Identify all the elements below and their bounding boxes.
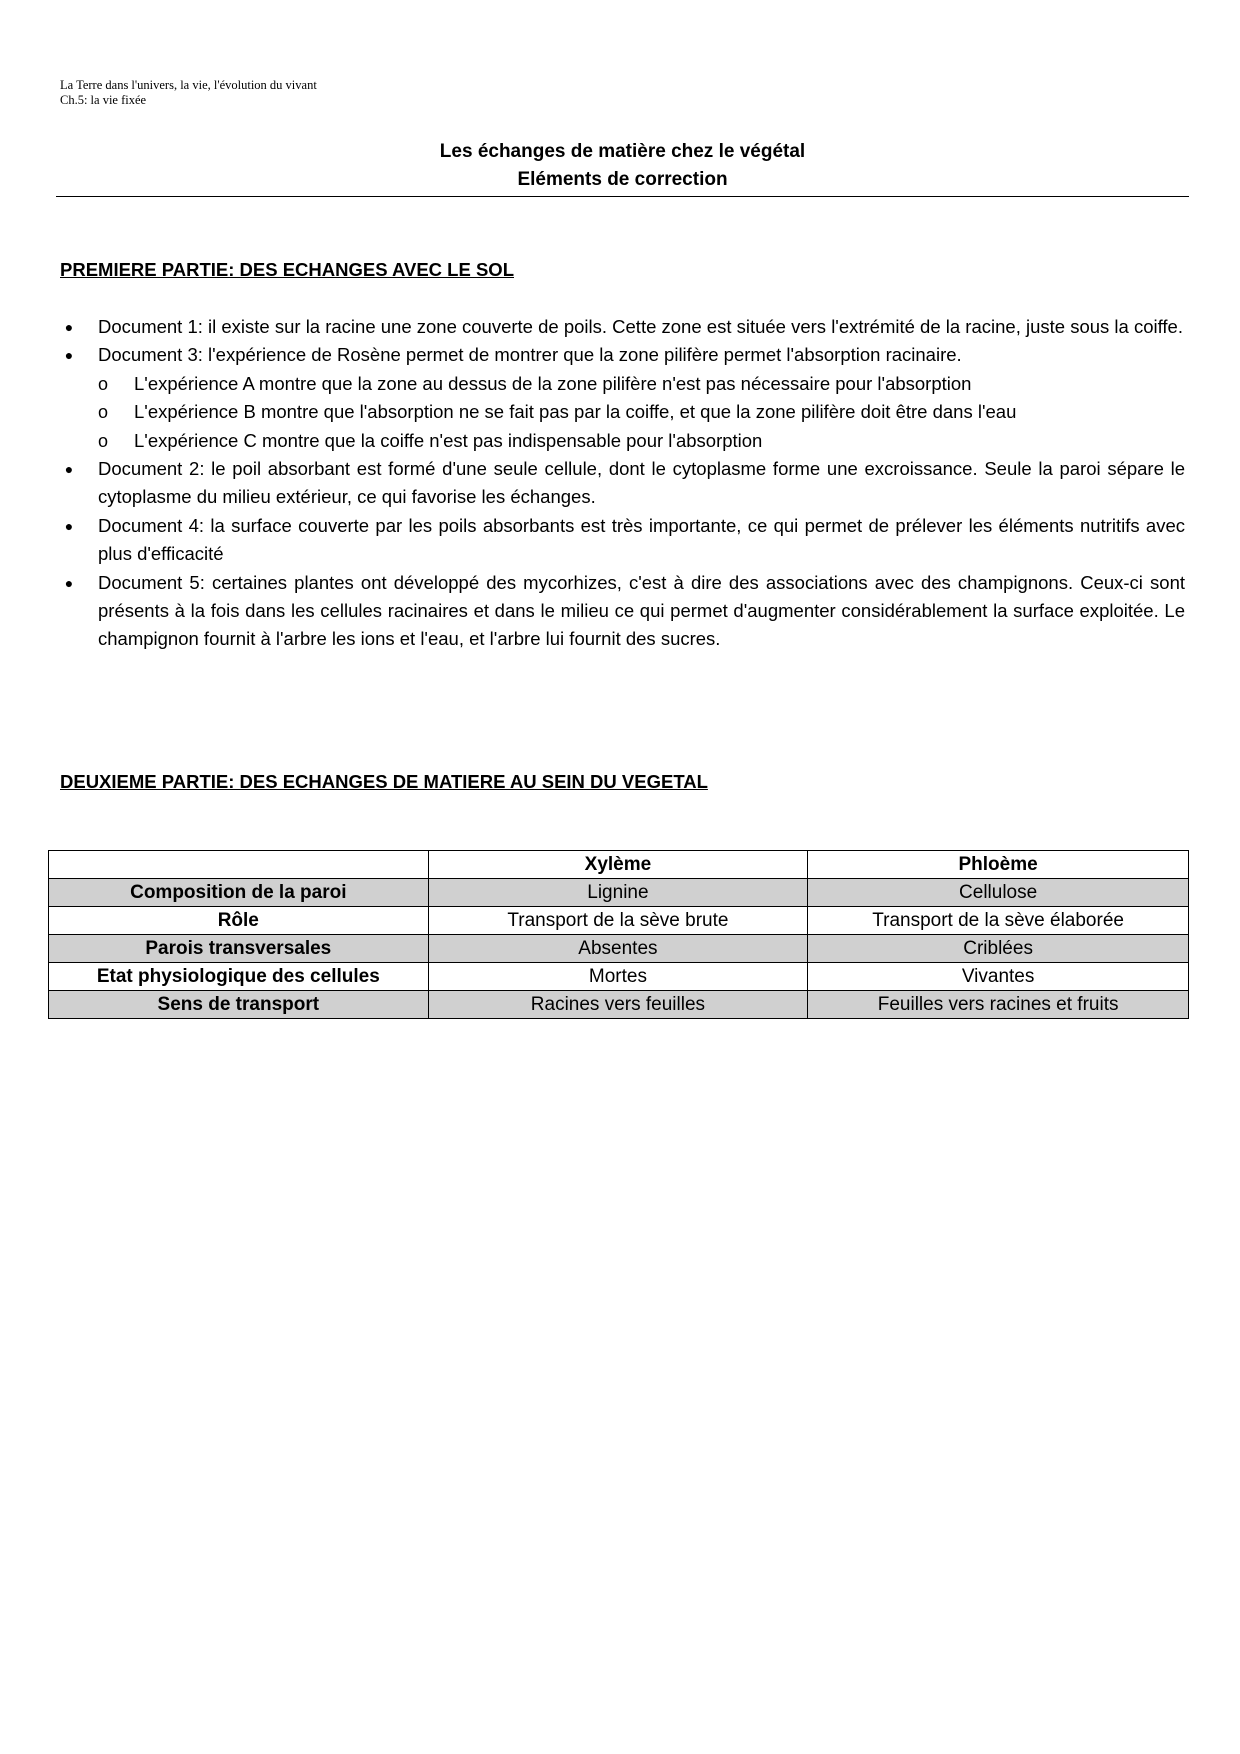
table-corner-cell <box>49 851 429 879</box>
table-cell: Transport de la sève élaborée <box>808 907 1189 935</box>
row-header: Sens de transport <box>49 991 429 1019</box>
bullet-icon: ● <box>64 461 74 478</box>
table-row <box>49 935 1189 963</box>
sub-list-item <box>60 398 1185 426</box>
sub-list-item <box>60 427 1185 455</box>
document-header <box>60 78 317 108</box>
table-cell: Cellulose <box>808 879 1189 907</box>
list-item <box>60 569 1185 654</box>
page-title <box>56 138 1189 194</box>
table-row <box>49 879 1189 907</box>
row-header: Parois transversales <box>49 935 429 963</box>
table-cell: Absentes <box>428 935 808 963</box>
list-item-text: Document 2: le poil absorbant est formé d'une seule cellule, dont le cytoplasme forme une excroissance. Seule la paroi sépare le cytoplasme du milieu extérieur, ce qui favorise les échanges. <box>98 458 1185 508</box>
table-cell: Criblées <box>808 935 1189 963</box>
header-course-line: La Terre dans l'univers, la vie, l'évolution du vivant <box>60 78 317 92</box>
list-item-text: Document 4: la surface couverte par les poils absorbants est très importante, ce qui permet de prélever les éléments nutritifs avec plus d'efficacité <box>98 514 1185 565</box>
row-header: Rôle <box>49 907 429 935</box>
list-item <box>60 341 1185 369</box>
table-row <box>49 991 1189 1019</box>
header-chapter-line: Ch.5: la vie fixée <box>60 93 147 107</box>
bullet-icon: ● <box>64 347 74 364</box>
column-header-phloem: Phloème <box>808 851 1189 879</box>
hollow-bullet-icon: o <box>98 373 109 394</box>
sub-list-item-text: L'expérience B montre que l'absorption ne se fait pas par la coiffe, et que la zone pilifère doit être dans l'eau <box>134 401 1017 423</box>
table-cell: Feuilles vers racines et fruits <box>808 991 1189 1019</box>
table-cell: Transport de la sève brute <box>428 907 808 935</box>
row-header: Etat physiologique des cellules <box>49 963 429 991</box>
title-divider <box>56 196 1189 197</box>
xylem-phloem-table <box>48 850 1189 1019</box>
list-item-text: Document 5: certaines plantes ont développé des mycorhizes, c'est à dire des associations avec des champignons. Ceux-ci sont présents à la fois dans les cellules racinaires et dans le milieu ce qui permet d'augmenter considérablement la surface exploitée. Le champignon fournit à l'arbre les ions et l'eau, et l'arbre lui fournit des sucres. <box>98 571 1185 650</box>
part1-bullet-list <box>60 313 1185 654</box>
table-cell: Vivantes <box>808 963 1189 991</box>
table-header-row <box>49 851 1189 879</box>
sub-list-item <box>60 370 1185 398</box>
title-main: Les échanges de matière chez le végétal <box>439 141 806 162</box>
table-cell: Racines vers feuilles <box>428 991 808 1019</box>
sub-list-item-text: L'expérience A montre que la zone au dessus de la zone pilifère n'est pas nécessaire pour l'absorption <box>134 372 972 394</box>
list-item <box>60 313 1185 341</box>
list-item <box>60 512 1185 569</box>
sub-list-item-text: L'expérience C montre que la coiffe n'est pas indispensable pour l'absorption <box>134 429 763 451</box>
row-header: Composition de la paroi <box>49 879 429 907</box>
part2-heading: DEUXIEME PARTIE: DES ECHANGES DE MATIERE AU SEIN DU VEGETAL <box>60 771 708 792</box>
list-item <box>60 455 1185 512</box>
table-cell: Mortes <box>428 963 808 991</box>
list-item-text: Document 3: l'expérience de Rosène permet de montrer que la zone pilifère permet l'absorption racinaire. <box>98 344 962 366</box>
part1-heading: PREMIERE PARTIE: DES ECHANGES AVEC LE SOL <box>60 259 514 280</box>
hollow-bullet-icon: o <box>98 430 109 451</box>
column-header-xylem: Xylème <box>428 851 808 879</box>
table-cell: Lignine <box>428 879 808 907</box>
table-row <box>49 907 1189 935</box>
hollow-bullet-icon: o <box>98 402 109 423</box>
bullet-icon: ● <box>64 319 74 335</box>
title-sub: Eléments de correction <box>517 169 728 190</box>
table-row <box>49 963 1189 991</box>
bullet-icon: ● <box>64 517 74 534</box>
list-item-text: Document 1: il existe sur la racine une zone couverte de poils. Cette zone est située vers l'extrémité de la racine, juste sous la coiffe. <box>98 316 1183 337</box>
bullet-icon: ● <box>64 574 74 591</box>
